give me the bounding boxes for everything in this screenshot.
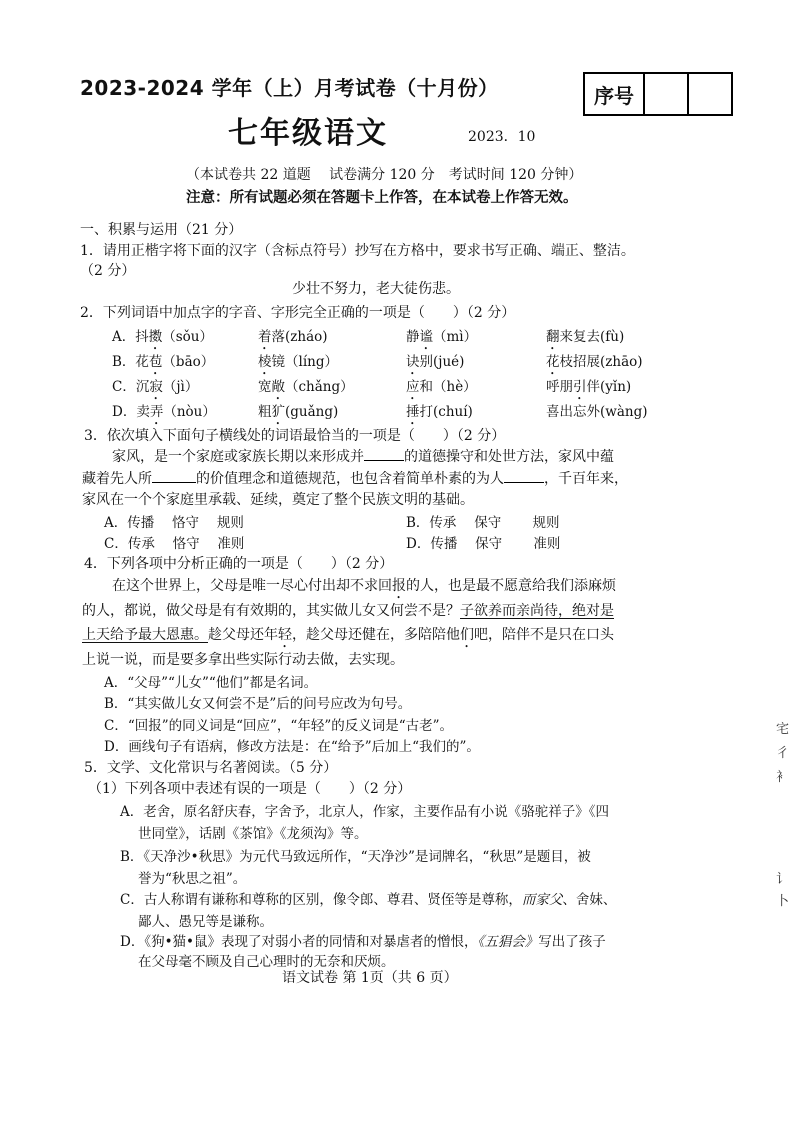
q3-option-c: C．传承 恪守 准则	[104, 536, 245, 552]
dotted-char: 谧	[419, 329, 433, 345]
q5-option-b-line2: 誉为“秋思之祖”。	[138, 871, 247, 887]
fill-blank	[504, 470, 544, 483]
word: 镜（líng）	[271, 354, 338, 370]
word: 宽	[258, 379, 272, 395]
option-label: C．	[112, 379, 136, 395]
q4-stem: 4．下列各项中分析正确的一项是（ ）（2 分）	[84, 556, 394, 572]
text: 的人，都说，做父母是有有效期的，其实做儿女又何尝不是？	[82, 603, 460, 619]
pinyin: （chǎng）	[285, 379, 354, 395]
serial-cell	[689, 74, 731, 114]
q2-b-word4	[546, 350, 643, 378]
q4-option-a: A．“父母”“儿女”“他们”都是名词。	[104, 675, 318, 691]
underlined-sentence: 子欲养而亲尚待，绝对是	[460, 603, 614, 619]
dotted-char: 犷	[271, 404, 285, 420]
q2-a-word3	[406, 325, 477, 353]
handwritten-text: 而家父	[521, 892, 563, 908]
q2-a-word4	[546, 325, 624, 353]
text: 、舍妹、	[562, 892, 617, 908]
dotted-char: 捶	[406, 404, 420, 420]
dotted-char: 花	[546, 354, 560, 370]
dotted-char: 诀	[406, 354, 420, 370]
grade-subject: 七年级语文	[228, 116, 388, 151]
q5-option-a-line2: 世同堂》，话剧《茶馆》《龙须沟》等。	[138, 826, 368, 842]
dotted-char: 们	[460, 627, 474, 643]
q1-phrase: 少壮不努力，老大徒伤悲。	[292, 281, 460, 297]
exam-info: （本试卷共 22 道题 试卷满分 120 分 考试时间 120 分钟）	[186, 167, 583, 183]
q2-a-word2	[258, 325, 328, 353]
q4-option-b: B．“其实做儿女又何尝不是”后的问号应改为句号。	[104, 696, 412, 712]
q2-option-c	[112, 375, 198, 403]
pinyin: （bāo）	[162, 354, 215, 370]
edge-mark: 卜	[776, 894, 790, 909]
q2-c-word3	[406, 375, 477, 403]
dotted-char: 报	[392, 578, 406, 594]
exam-date: 2023．10	[468, 129, 536, 145]
section-1-title: 一、积累与运用（21 分）	[80, 222, 243, 238]
q2-d-word2	[258, 400, 338, 428]
word: 花	[135, 354, 149, 370]
serial-cell	[645, 74, 689, 114]
q5-stem: 5．文学、文化常识与名著阅读。（5 分）	[84, 760, 338, 776]
text: 的价值理念和道德规范，也包含着简单朴素的为人	[196, 471, 504, 487]
q4-para-line4: 上说一说，而是要多拿出些实际行动去做，去实现。	[82, 652, 404, 668]
q4-para-line1	[112, 575, 616, 602]
fill-blank	[364, 448, 404, 461]
q2-d-word4	[546, 400, 647, 420]
dotted-char: 擞	[148, 329, 163, 345]
dotted-char: 棱	[258, 354, 272, 370]
pinyin: （mì）	[433, 329, 478, 345]
q4-option-d: D．画线句子有语病，修改方法是：在“给予”后加上“我们的”。	[104, 739, 480, 755]
q1-score: （2 分）	[80, 263, 136, 279]
dotted-char: 寂	[149, 379, 163, 395]
text: 藏着先人所	[82, 471, 152, 487]
dotted-char: 苞	[148, 354, 163, 370]
q2-b-word3	[406, 350, 464, 378]
q5-option-b-line1: B．《天净沙•秋思》为元代马致远所作，“天净沙”是词牌名，“秋思”是题目，被	[120, 849, 591, 865]
word: 打(chuí)	[419, 404, 473, 420]
text: 吧，陪伴不是只在口头	[474, 627, 614, 643]
option-label: A．	[112, 329, 136, 345]
q4-para-line3	[82, 624, 614, 651]
dotted-char: 翻	[546, 329, 560, 345]
q4-option-c: C．“回报”的同义词是“回应”，“年轻”的反义词是“古老”。	[104, 718, 454, 734]
handwritten-text: 《五猖会》	[477, 934, 539, 950]
q2-option-d	[112, 400, 216, 428]
edge-mark: 讠	[776, 872, 790, 887]
dotted-char: 弄	[149, 404, 164, 420]
word: 静	[406, 329, 420, 345]
q3-stem: 3．依次填入下面句子横线处的词语最恰当的一项是（ ）（2 分）	[84, 428, 506, 444]
pinyin: （nòu）	[163, 404, 216, 420]
dotted-char: 着	[258, 329, 272, 345]
serial-label: 序号	[585, 74, 645, 114]
word: 喜出忘外(wàng)	[546, 404, 648, 420]
q3-option-a: A．传播 恪守 规则	[104, 515, 244, 531]
q3-option-d: D．传播 保守 准则	[406, 536, 561, 552]
exam-notice: 注意：所有试题必须在答题卡上作答，在本试卷上作答无效。	[186, 190, 578, 206]
q3-para-line2	[82, 468, 628, 488]
q2-c-word4	[546, 375, 631, 403]
word: 和（hè）	[419, 379, 477, 395]
q2-stem: 2．下列词语中加点字的字音、字形完全正确的一项是（ ）（2 分）	[80, 305, 516, 321]
exam-title: 2023-2024 学年（上）月考试卷（十月份）	[80, 76, 499, 100]
q3-para-line1	[112, 446, 614, 466]
text: 写出了孩子	[538, 934, 606, 950]
pinyin: （jì）	[162, 379, 199, 395]
word: 粗	[258, 404, 272, 420]
q2-d-word3	[406, 400, 473, 428]
edge-mark: 衤	[776, 770, 790, 785]
text: 趁父母还年	[208, 627, 278, 643]
text: D．《狗•猫•鼠》表现了对弱小者的同情和对暴虐者的憎恨，	[120, 934, 478, 950]
word: 呼朋	[546, 379, 573, 395]
word: 抖	[135, 329, 149, 345]
q5-option-a-line1: A．老舍，原名舒庆春，字舍予，北京人，作家，主要作品有小说《骆驼祥子》《四	[120, 804, 609, 820]
dotted-char: 引	[573, 379, 587, 395]
q2-c-word2	[258, 375, 354, 403]
text: 家风，是一个家庭或家族长期以来形成并	[112, 449, 364, 465]
text: ，趁父母还健在，多陪陪他	[292, 627, 460, 643]
q5-option-d-line2: 在父母毫不顾及自己心理时的无奈和厌烦。	[138, 954, 395, 970]
text: 在这个世界上，父母是唯一尽心付出却不求回	[112, 578, 392, 594]
edge-mark: 彳	[776, 746, 790, 761]
q5-option-c-line2: 鄙人、愚兄等是谦称。	[138, 914, 273, 930]
word: 来复去(fù)	[559, 329, 625, 345]
text: 的道德操守和处世方法，家风中蕴	[404, 449, 614, 465]
option-label: B．	[112, 354, 136, 370]
q5-option-d-line1	[120, 930, 606, 950]
edge-mark: 宅	[776, 722, 790, 737]
word: 沉	[135, 379, 150, 395]
q3-para-line3: 家风在一个个家庭里承载、延续，奠定了整个民族文明的基础。	[82, 492, 474, 508]
q4-para-line2	[82, 600, 614, 620]
dotted-char: 敞	[271, 379, 285, 395]
word: 枝招展(zhāo)	[559, 354, 643, 370]
word: 落(zháo)	[271, 329, 328, 345]
text: ，千百年来，	[544, 471, 628, 487]
underlined-sentence: 上天给予最大恩惠。	[82, 627, 208, 643]
dotted-char: 轻	[278, 627, 292, 643]
q2-option-a	[112, 325, 213, 353]
text: 的人，也是最不愿意给我们添麻烦	[406, 578, 616, 594]
text: C．古人称谓有谦称和尊称的区别，像令郎、尊君、贤侄等是尊称，	[120, 892, 522, 908]
word: 卖	[136, 404, 150, 420]
serial-number-box	[583, 72, 733, 116]
q5-sub1-stem: （1）下列各项中表述有误的一项是（ ）（2 分）	[88, 781, 412, 797]
q5-option-c-line1	[120, 888, 616, 908]
word: 别(jué)	[419, 354, 465, 370]
option-label: D．	[112, 404, 137, 420]
q2-b-word2	[258, 350, 338, 378]
q2-option-b	[112, 350, 214, 378]
fill-blank	[152, 470, 196, 483]
q1-stem: 1．请用正楷字将下面的汉字（含标点符号）抄写在方格中，要求书写正确、端正、整洁。	[80, 243, 635, 259]
word: 伴(yǐn)	[586, 379, 632, 395]
dotted-char: 应	[406, 379, 420, 395]
q3-option-b: B．传承 保守 规则	[406, 515, 560, 531]
pinyin: （sǒu）	[162, 329, 214, 345]
page-footer: 语文试卷 第 1页（共 6 页）	[282, 970, 458, 986]
pinyin: (guǎng)	[285, 404, 339, 420]
